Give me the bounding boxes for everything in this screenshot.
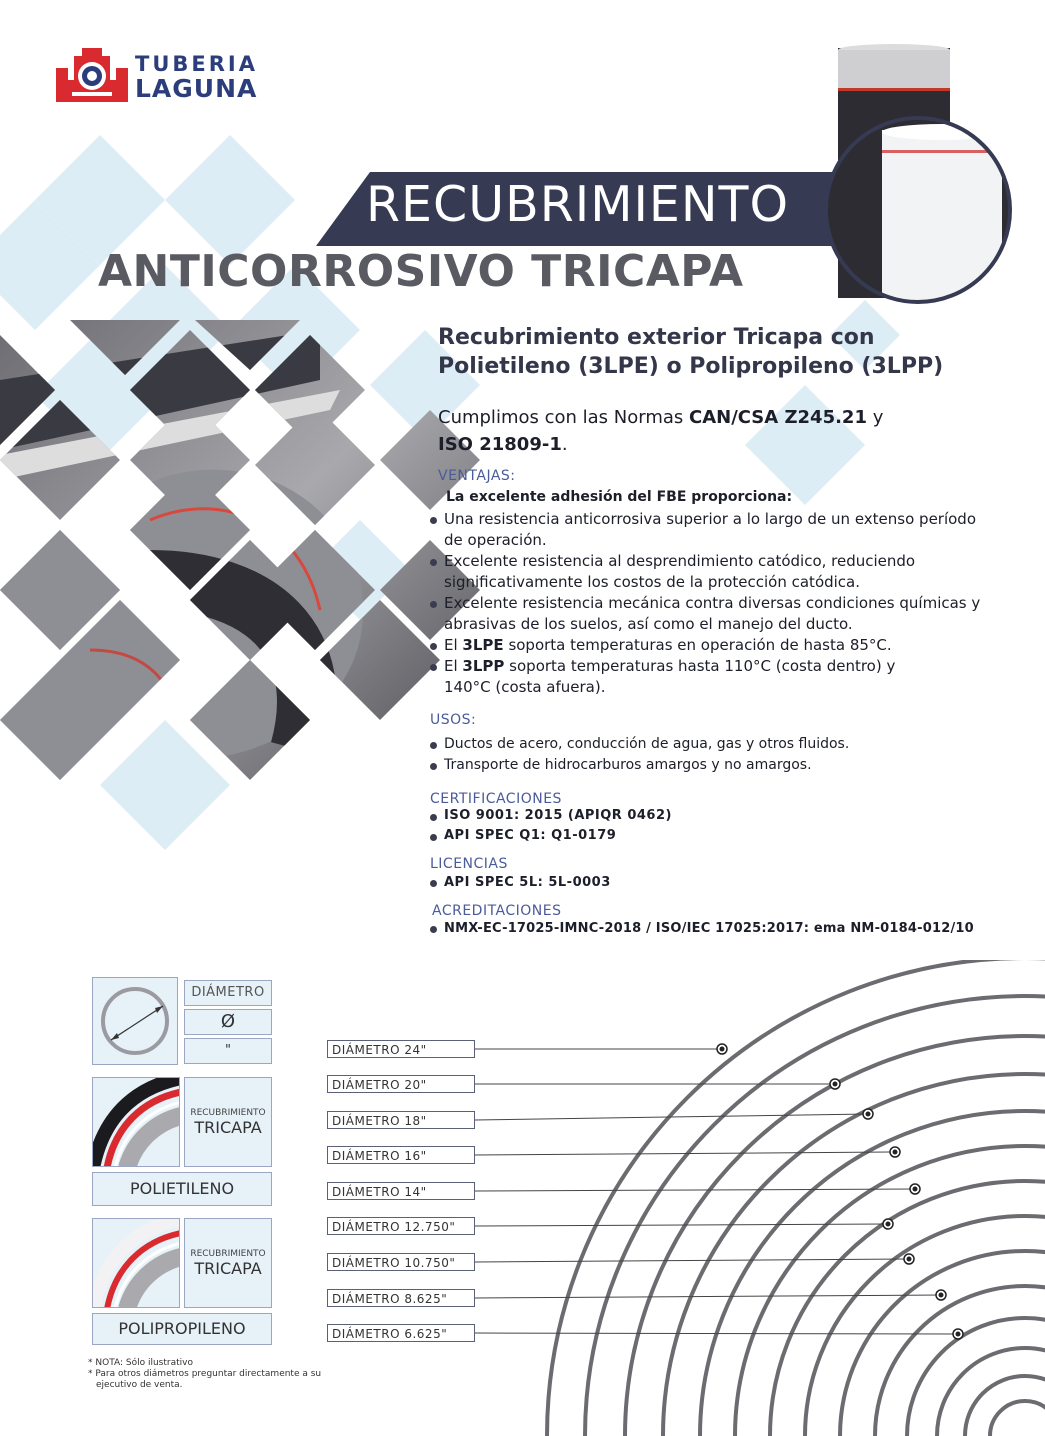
brand-line2: LAGUNA — [135, 74, 258, 103]
normas-suffix: . — [561, 434, 568, 455]
pe-name-box: POLIETILENO — [92, 1172, 272, 1206]
pe-coating-small: RECUBRIMIENTO — [190, 1108, 266, 1118]
acreditaciones-heading: ACREDITACIONES — [432, 903, 562, 919]
subtitle-line1: Recubrimiento exterior Tricapa con — [438, 325, 875, 350]
list-item: Transporte de hidrocarburos amargos y no amargos. — [428, 755, 988, 776]
subtitle-line2: Polietileno (3LPE) o Polipropileno (3LPP) — [438, 354, 944, 379]
list-item: Excelente resistencia al desprendimiento catódico, reduciendo significativamente los costos de la protección catódica. — [428, 551, 988, 593]
list-item: API SPEC 5L: 5L-0003 — [428, 872, 988, 893]
diameter-label-10750: DIÁMETRO 10.750" — [327, 1253, 475, 1271]
list-item: El 3LPE soporta temperaturas en operación de hasta 85°C. — [428, 635, 988, 656]
title-line2: ANTICORROSIVO TRICAPA — [98, 246, 744, 297]
ventajas-heading: VENTAJAS: — [438, 468, 516, 484]
list-item: API SPEC Q1: Q1-0179 — [428, 826, 988, 846]
diameter-label-8625: DIÁMETRO 8.625" — [327, 1289, 475, 1307]
brand-line1: TUBERIA — [135, 52, 258, 76]
legend-diametro: DIÁMETRO — [184, 980, 272, 1006]
diameter-label-24: DIÁMETRO 24" — [327, 1040, 475, 1058]
normas-mid: y — [866, 407, 884, 428]
certificaciones-heading: CERTIFICACIONES — [430, 791, 562, 807]
pe-coating-big: TRICAPA — [194, 1118, 262, 1137]
list-item: NMX-EC-17025-IMNC-2018 / ISO/IEC 17025:2017: ema NM-0184-012/10 — [428, 918, 1028, 939]
title-line1: RECUBRIMIENTO — [366, 176, 790, 233]
diameter-label-16: DIÁMETRO 16" — [327, 1146, 475, 1164]
diameter-label-6625: DIÁMETRO 6.625" — [327, 1324, 475, 1342]
diameter-label-14: DIÁMETRO 14" — [327, 1182, 475, 1200]
ventajas-intro: La excelente adhesión del FBE proporciona: — [446, 489, 793, 505]
legend-inch-symbol: " — [184, 1038, 272, 1064]
list-item: Una resistencia anticorrosiva superior a lo largo de un extenso período de operación. — [428, 509, 988, 551]
diameter-label-20: DIÁMETRO 20" — [327, 1075, 475, 1093]
diameter-label-12750: DIÁMETRO 12.750" — [327, 1217, 475, 1235]
licencias-heading: LICENCIAS — [430, 856, 508, 872]
list-item: ISO 9001: 2015 (APIQR 0462) — [428, 806, 988, 826]
note-item: * Para otros diámetros preguntar directamente a su ejecutivo de venta. — [88, 1369, 322, 1390]
diameter-label-18: DIÁMETRO 18" — [327, 1111, 475, 1129]
normas-std2: ISO 21809-1 — [438, 434, 562, 455]
legend-diam-symbol: Ø — [184, 1009, 272, 1035]
list-item: El 3LPP soporta temperaturas hasta 110°C (costa dentro) y 140°C (costa afuera). — [428, 656, 944, 698]
pp-name-box: POLIPROPILENO — [92, 1313, 272, 1345]
pp-coating-big: TRICAPA — [194, 1259, 262, 1278]
normas-std1: CAN/CSA Z245.21 — [688, 407, 867, 428]
list-item: Ductos de acero, conducción de agua, gas y otros fluidos. — [428, 734, 988, 755]
pp-coating-small: RECUBRIMIENTO — [190, 1249, 266, 1259]
note-item: * NOTA: Sólo ilustrativo — [88, 1358, 193, 1368]
usos-heading: USOS: — [430, 712, 477, 728]
normas-prefix: Cumplimos con las Normas — [438, 407, 689, 428]
list-item: Excelente resistencia mecánica contra diversas condiciones químicas y abrasivas de los suelos, así como el manejo del ducto. — [428, 593, 988, 635]
